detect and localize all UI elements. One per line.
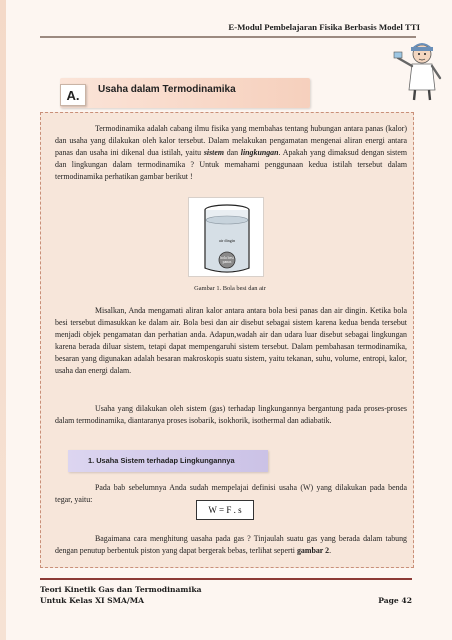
label-water: air dingin (218, 238, 236, 243)
label-ball: bola besi panas (220, 256, 234, 265)
header-divider (40, 36, 416, 38)
term-sistem: sistem (203, 148, 224, 158)
paragraph-processes: Usaha yang dilakukan oleh sistem (gas) terhadap lingkungannya bergantung pada proses-proses dalam termodinamika, diantaranya proses isobarik, isokhorik, isothermal dan adiabatik. (55, 404, 407, 426)
figure-caption: Gambar 1. Bola besi dan air (194, 285, 266, 292)
paragraph-gas-work: Bagaimana cara menghitung uasaha pada gas ? Tinjaulah suatu gas yang berada dalam tabung dengan penutup berbentuk piston yang dapat bergerak bebas, terlihat seperti gambar 2. (55, 534, 407, 556)
intro-paragraph: Termodinamika adalah cabang ilmu fisika yang membahas tentang hubungan antara panas (kalor) dan usaha yang dilakukan oleh kalor tersebut. Dalam melakukan pengamatan mengenai aliran energi antara panas dan usaha ini dikenal dua istilah, yaitu sistem dan lingkungan. Apakah yang dimaksud dengan sistem dan lingkungan dalam termodinamika ? Untuk memahami penggunaan kedua istilah tersebut dalam termodinamika perhatikan gambar berikut ! (55, 124, 408, 182)
footer-class: Untuk Kelas XI SMA/MA (40, 596, 145, 605)
page-side-strip (0, 0, 6, 640)
work-formula: W = F . s (196, 500, 254, 520)
beaker-illustration (189, 198, 265, 278)
figure-ball-and-water (188, 197, 264, 277)
paragraph-system-environment: Misalkan, Anda mengamati aliran kalor antara antara bola besi panas dan air dingin. Ketika bola besi tersebut dimasukkan ke dalam air. Bola besi dan air disebut sebagai sistem karena kedua benda tersebut menjadi objek pengamatan dan perhatian anda. Adapun,wadah air dan udara luar disebut sebagai lingkungan karena berada diluar sistem, tetapi dapat mempengaruhi sistem tersebut. Dalam pembahasan termodinamika, besaran yang digunakan adalah besaran makroskopis suatu sistem, yaitu tekanan, suhu, volume, entropi, kalor, usaha dan energi dalam. (55, 306, 407, 376)
section-letter: A. (60, 84, 86, 106)
term-lingkungan: lingkungan (240, 148, 279, 158)
figure-reference: gambar 2 (296, 546, 330, 556)
footer-divider (40, 578, 412, 580)
scientist-mascot-icon (388, 40, 444, 102)
paragraph-work-definition: Pada bab sebelumnya Anda sudah mempelajai definisi usaha (W) yang dilakukan pada benda tegar, yaitu: (55, 483, 407, 505)
page-number: Page 42 (378, 596, 412, 605)
module-header-title: E-Modul Pembelajaran Fisika Berbasis Model TTI (228, 22, 420, 32)
section-title: Usaha dalam Termodinamika (98, 84, 236, 95)
subsection-title: 1. Usaha Sistem terhadap Lingkungannya (88, 456, 235, 465)
footer-topic: Teori Kinetik Gas dan Termodinamika (40, 585, 202, 594)
